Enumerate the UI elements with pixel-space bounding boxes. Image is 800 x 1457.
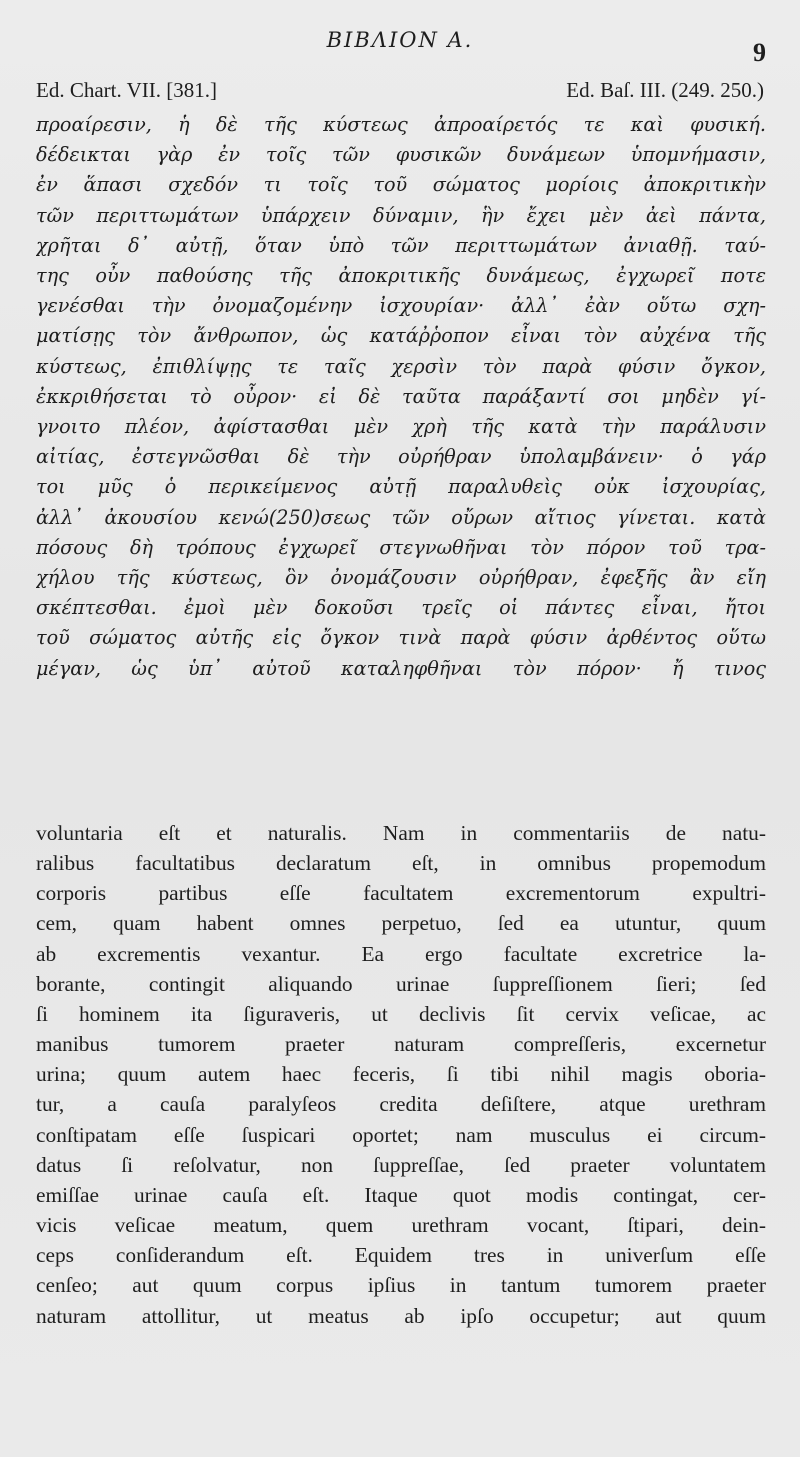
edition-reference-line — [36, 78, 764, 103]
edition-right: Ed. Baſ. III. (249. 250.) — [566, 78, 764, 102]
latin-text-line: urina; quum autem haec feceris, ſi tibi nihil magis oboria- — [36, 1062, 766, 1087]
latin-text-line: naturam attollitur, ut meatus ab ipſo occupetur; aut quum — [36, 1303, 766, 1328]
greek-text-line: μέγαν, ὡς ὑπ᾽ αὐτοῦ καταληφθῆναι τὸν πόρον· ἤ τινος — [36, 656, 766, 680]
greek-text-line: ἐκκριθήσεται τὸ οὖρον· εἰ δὲ ταῦτα παράξαντί σοι μηδὲν γί- — [36, 384, 766, 408]
latin-text-line: corporis partibus eſſe facultatem excrementorum expultri- — [36, 881, 766, 906]
greek-text-line: αἰτίας, ἐστεγνῶσθαι δὲ τὴν οὐρήθραν ὑπολαμβάνειν· ὁ γάρ — [36, 445, 766, 469]
latin-text-line: cem, quam habent omnes perpetuo, ſed ea utuntur, quum — [36, 911, 766, 936]
greek-text-line: ἐν ἅπασι σχεδόν τι τοῖς τοῦ σώματος μορίοις ἀποκριτικὴν — [36, 173, 766, 197]
latin-text-line: ab excrementis vexantur. Ea ergo facultate excretrice la- — [36, 941, 766, 966]
latin-text-line: vicis veſicae meatum, quem urethram vocant, ſtipari, dein- — [36, 1213, 766, 1238]
latin-text-line: emiſſae urinae cauſa eſt. Itaque quot modis contingat, cer- — [36, 1182, 766, 1207]
latin-text-line: voluntaria eſt et naturalis. Nam in commentariis de natu- — [36, 821, 766, 845]
greek-text-line: τοι μῦς ὁ περικείμενος αὐτῇ παραλυθεὶς οὐκ ἰσχουρίας, — [36, 475, 766, 499]
greek-text-line: χρῆται δ᾽ αὐτῇ, ὅταν ὑπὸ τῶν περιττωμάτων ἀνιαθῇ. ταύ- — [36, 233, 766, 257]
latin-text-line: manibus tumorem praeter naturam compreſſeris, excernetur — [36, 1032, 766, 1057]
latin-text-line: ceps conſiderandum eſt. Equidem tres in univerſum eſſe — [36, 1243, 766, 1268]
greek-text-line: γνοιτο πλέον, ἀφίστασθαι μὲν χρὴ τῆς κατὰ τὴν παράλυσιν — [36, 415, 766, 439]
page-number: 9 — [753, 38, 766, 67]
greek-text-line: της οὖν παθούσης τῆς ἀποκριτικῆς δυνάμεως, ἐγχωρεῖ ποτε — [36, 264, 766, 288]
greek-text-line: πόσους δὴ τρόπους ἐγχωρεῖ στεγνωθῆναι τὸν πόρον τοῦ τρα- — [36, 535, 766, 559]
latin-text-line: ſi hominem ita ſiguraveris, ut declivis ſit cervix veſicae, ac — [36, 1001, 766, 1026]
greek-text-line: τῶν περιττωμάτων ὑπάρχειν δύναμιν, ἣν ἔχει μὲν ἀεὶ πάντα, — [36, 203, 766, 227]
greek-text-line: σκέπτεσθαι. ἐμοὶ μὲν δοκοῦσι τρεῖς οἱ πάντες εἶναι, ἤτοι — [36, 596, 766, 620]
greek-text-line: προαίρεσιν, ἡ δὲ τῆς κύστεως ἀπροαίρετός τε καὶ φυσική. — [36, 113, 766, 136]
greek-text-block — [36, 110, 766, 684]
latin-text-block — [36, 818, 766, 1331]
latin-text-line: datus ſi reſolvatur, non ſuppreſſae, ſed praeter voluntatem — [36, 1152, 766, 1177]
latin-text-line: ralibus facultatibus declaratum eſt, in omnibus propemodum — [36, 851, 766, 876]
greek-text-line: γενέσθαι τὴν ὀνομαζομένην ἰσχουρίαν· ἀλλ᾽ ἐὰν οὕτω σχη- — [36, 294, 766, 318]
latin-text-line: conſtipatam eſſe ſuspicari oportet; nam musculus ei circum- — [36, 1122, 766, 1147]
greek-text-line: κύστεως, ἐπιθλίψῃς τε ταῖς χερσὶν τὸν παρὰ φύσιν ὄγκον, — [36, 354, 766, 378]
edition-left: Ed. Chart. VII. [381.] — [36, 78, 217, 102]
greek-text-line: ἀλλ᾽ ἀκουσίου κενώ(250)σεως τῶν οὔρων αἴτιος γίνεται. κατὰ — [36, 505, 766, 529]
latin-text-line: tur, a cauſa paralyſeos credita deſiſtere, atque urethram — [36, 1092, 766, 1117]
latin-text-line: cenſeo; aut quum corpus ipſius in tantum tumorem praeter — [36, 1273, 766, 1298]
greek-text-line: δέδεικται γὰρ ἐν τοῖς τῶν φυσικῶν δυνάμεων ὑπομνήμασιν, — [36, 143, 766, 167]
greek-text-line: χήλου τῆς κύστεως, ὃν ὀνομάζουσιν οὐρήθραν, ἐφεξῆς ἂν εἴη — [36, 566, 766, 590]
latin-text-line: borante, contingit aliquando urinae ſuppreſſionem ſieri; ſed — [36, 971, 766, 996]
greek-text-line: ματίσῃς τὸν ἄνθρωπον, ὡς κατάῤῥοπον εἶναι τὸν αὐχένα τῆς — [36, 324, 766, 348]
greek-text-line: τοῦ σώματος αὐτῆς εἰς ὄγκον τινὰ παρὰ φύσιν ἀρθέντος οὕτω — [36, 626, 766, 650]
running-title: ΒΙΒΛΙΟΝ Α. — [326, 28, 474, 52]
